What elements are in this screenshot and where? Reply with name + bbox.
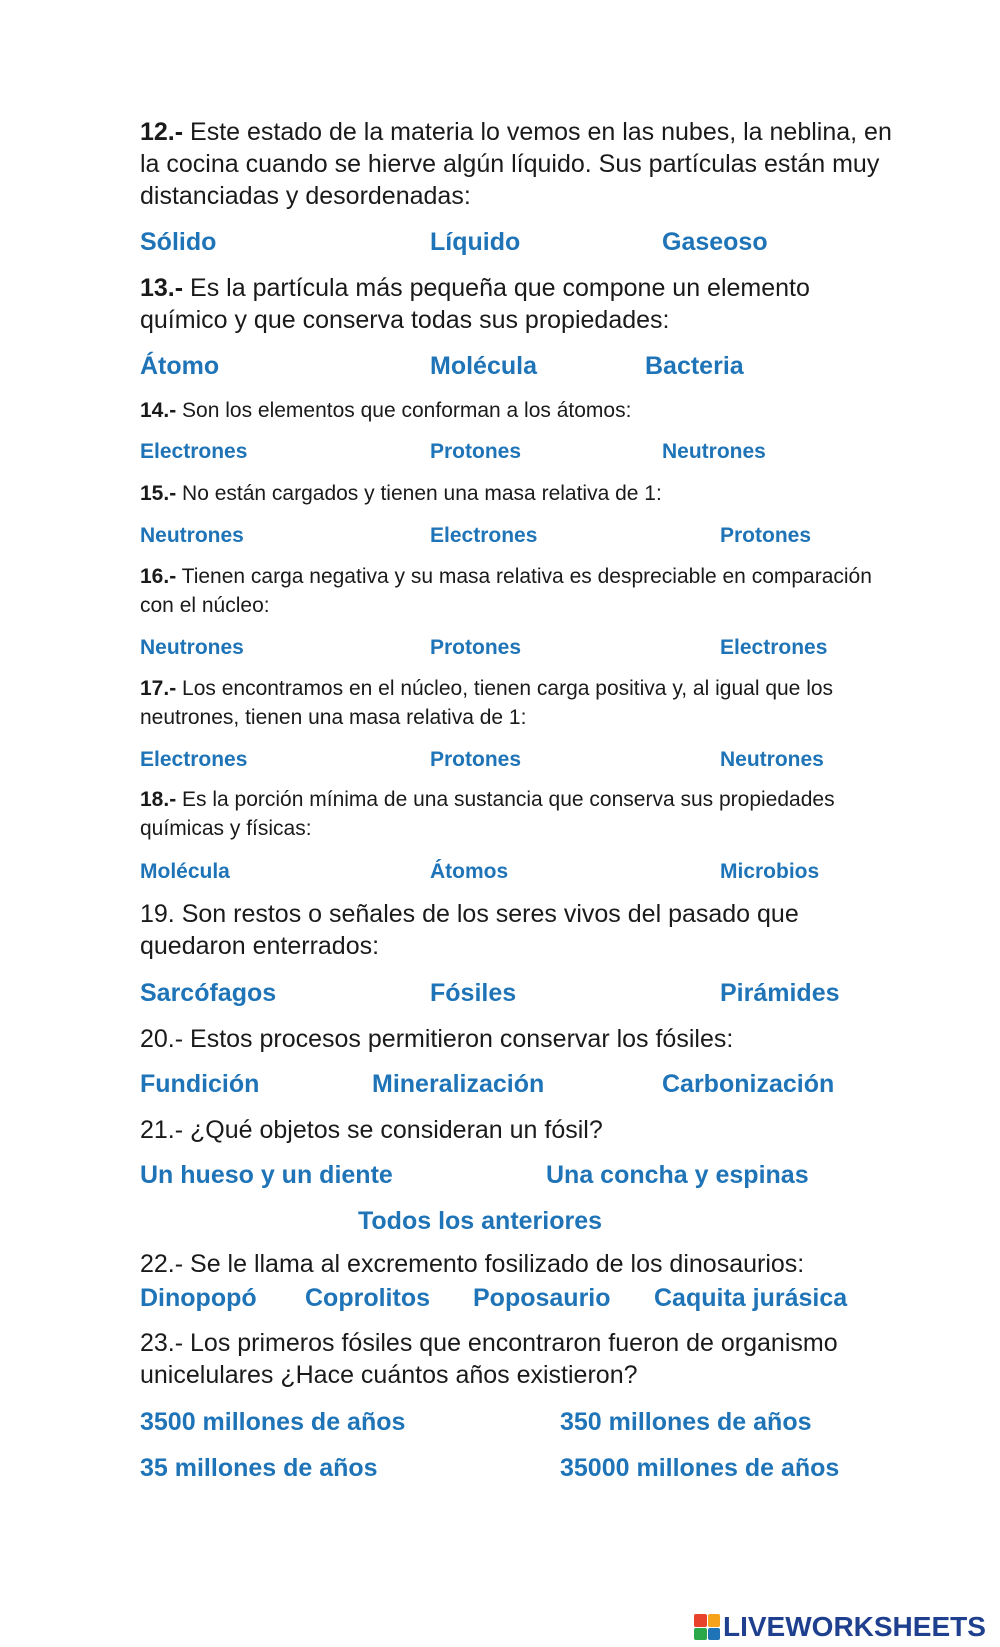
option-microbios[interactable]: Microbios: [720, 860, 820, 883]
option-sarcofagos[interactable]: Sarcófagos: [140, 979, 277, 1007]
question-text: 21.- ¿Qué objetos se consideran un fósil?: [140, 1116, 603, 1144]
option-protones[interactable]: Protones: [430, 440, 522, 463]
question-number: 17.-: [140, 677, 177, 700]
liveworksheets-logo-text: LIVEWORKSHEETS: [723, 1611, 986, 1642]
question-text: 20.- Estos procesos permitieron conservar los fósiles:: [140, 1025, 734, 1053]
question-text: Los encontramos en el núcleo, tienen carga positiva y, al igual que los neutrones, tienen una masa relativa de 1:: [140, 677, 834, 729]
option-electrones[interactable]: Electrones: [430, 524, 538, 547]
option-gaseoso[interactable]: Gaseoso: [662, 228, 768, 256]
question-text: No están cargados y tienen una masa relativa de 1:: [176, 482, 662, 505]
option-protones[interactable]: Protones: [430, 748, 522, 771]
option-caquita-jurasica[interactable]: Caquita jurásica: [654, 1284, 848, 1312]
option-neutrones[interactable]: Neutrones: [720, 748, 824, 771]
option-bacteria[interactable]: Bacteria: [645, 352, 744, 380]
option-350-millones[interactable]: 350 millones de años: [560, 1408, 812, 1436]
question-16: [140, 562, 900, 620]
option-3500-millones[interactable]: 3500 millones de años: [140, 1408, 406, 1436]
question-23: [140, 1327, 900, 1391]
question-18: [140, 785, 900, 843]
question-12: [140, 116, 900, 212]
option-concha-espinas[interactable]: Una concha y espinas: [546, 1161, 809, 1189]
question-text: Es la partícula más pequeña que compone un elemento químico y que conserva todas sus propiedades:: [140, 274, 810, 334]
option-35000-millones[interactable]: 35000 millones de años: [560, 1454, 840, 1482]
option-neutrones[interactable]: Neutrones: [140, 524, 244, 547]
question-number: 12.-: [140, 118, 184, 146]
option-mineralizacion[interactable]: Mineralización: [372, 1070, 545, 1098]
question-text: 23.- Los primeros fósiles que encontraron fueron de organismo unicelulares ¿Hace cuántos años existieron?: [140, 1329, 838, 1389]
question-text: Tienen carga negativa y su masa relativa es despreciable en comparación con el núcleo:: [140, 565, 872, 617]
option-liquido[interactable]: Líquido: [430, 228, 521, 256]
question-text: Son los elementos que conforman a los átomos:: [176, 399, 632, 422]
option-piramides[interactable]: Pirámides: [720, 979, 840, 1007]
liveworksheets-logo: [694, 1613, 986, 1641]
question-21: [140, 1114, 900, 1146]
question-text: 19. Son restos o señales de los seres vivos del pasado que quedaron enterrados:: [140, 900, 799, 960]
option-hueso-diente[interactable]: Un hueso y un diente: [140, 1161, 393, 1189]
option-todos-anteriores[interactable]: Todos los anteriores: [358, 1207, 603, 1235]
question-13: [140, 272, 900, 336]
option-neutrones[interactable]: Neutrones: [662, 440, 766, 463]
option-electrones[interactable]: Electrones: [140, 748, 248, 771]
option-fosiles[interactable]: Fósiles: [430, 979, 517, 1007]
question-number: 13.-: [140, 274, 184, 302]
option-protones[interactable]: Protones: [430, 636, 522, 659]
option-atomo[interactable]: Átomo: [140, 352, 220, 380]
option-coprolitos[interactable]: Coprolitos: [305, 1284, 430, 1312]
option-neutrones[interactable]: Neutrones: [140, 636, 244, 659]
question-text: Es la porción mínima de una sustancia que conserva sus propiedades químicas y físicas:: [140, 788, 835, 840]
question-15: [140, 479, 900, 508]
question-number: 15.-: [140, 482, 177, 505]
option-molecula[interactable]: Molécula: [140, 860, 230, 883]
question-22: [140, 1248, 900, 1280]
option-carbonizacion[interactable]: Carbonización: [662, 1070, 835, 1098]
option-35-millones[interactable]: 35 millones de años: [140, 1454, 378, 1482]
option-fundicion[interactable]: Fundición: [140, 1070, 260, 1098]
question-number: 16.-: [140, 565, 177, 588]
option-atomos[interactable]: Átomos: [430, 860, 509, 883]
question-number: 14.-: [140, 399, 177, 422]
option-protones[interactable]: Protones: [720, 524, 812, 547]
question-text: Este estado de la materia lo vemos en las nubes, la neblina, en la cocina cuando se hierve algún líquido. Sus partículas están muy distanciadas y desordenadas:: [140, 118, 892, 210]
option-poposaurio[interactable]: Poposaurio: [473, 1284, 611, 1312]
question-20: [140, 1023, 900, 1055]
option-molecula[interactable]: Molécula: [430, 352, 537, 380]
option-electrones[interactable]: Electrones: [720, 636, 828, 659]
question-19: [140, 898, 900, 962]
question-text: 22.- Se le llama al excremento fosilizado de los dinosaurios:: [140, 1250, 805, 1278]
option-electrones[interactable]: Electrones: [140, 440, 248, 463]
liveworksheets-logo-icon: [694, 1614, 720, 1640]
question-14: [140, 396, 900, 425]
option-solido[interactable]: Sólido: [140, 228, 217, 256]
question-17: [140, 674, 900, 732]
option-dinopopo[interactable]: Dinopopó: [140, 1284, 257, 1312]
question-number: 18.-: [140, 788, 177, 811]
